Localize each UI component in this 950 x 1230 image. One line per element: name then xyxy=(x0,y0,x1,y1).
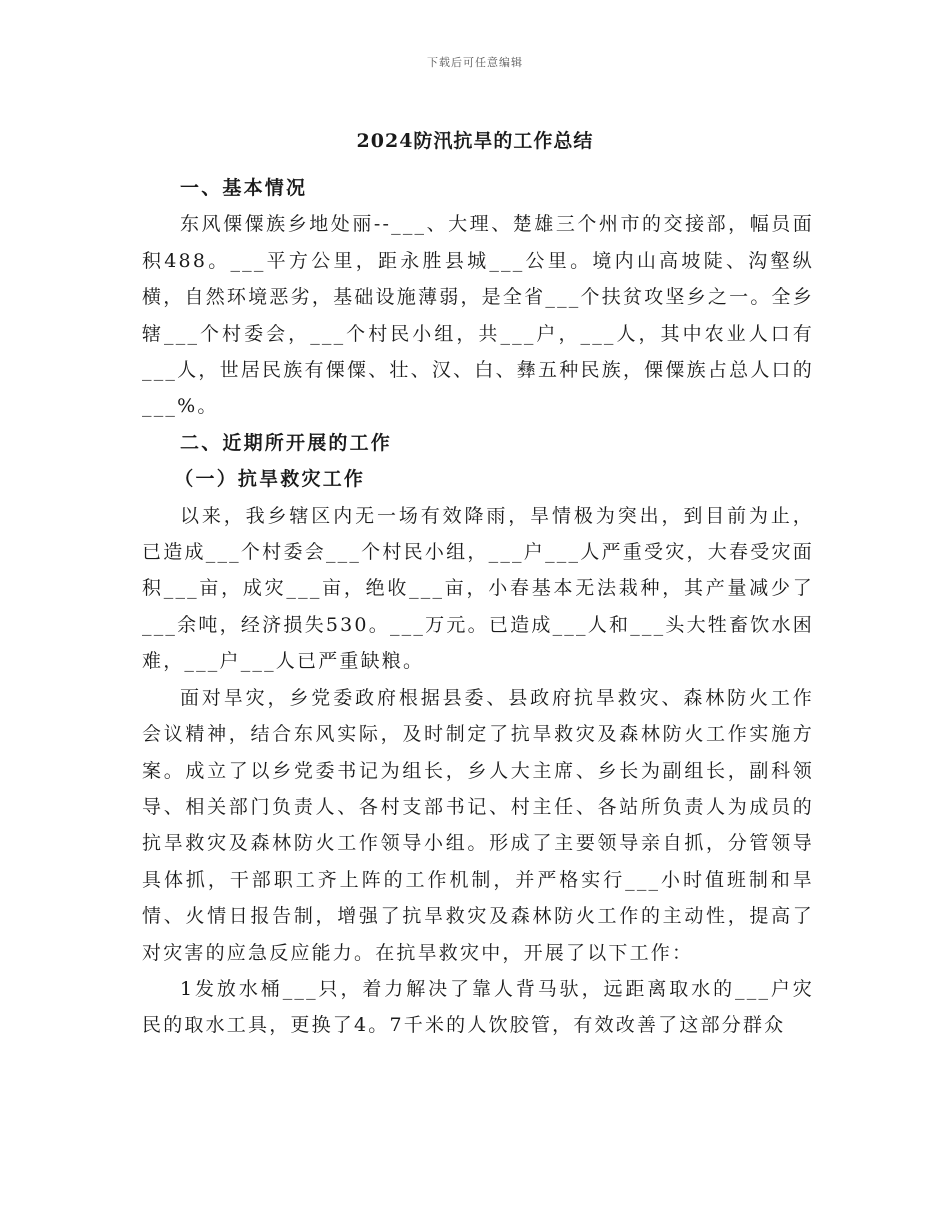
document-title: 2024防汛抗旱的工作总结 xyxy=(356,130,594,152)
header-note: 下载后可任意编辑 xyxy=(427,56,523,69)
paragraph-drought-situation: 以来，我乡辖区内无一场有效降雨，旱情极为突出，到目前为止，已造成___个村委会___个村民小组，___户___人严重受灾，大春受灾面积___亩，成灾___亩，绝收___亩，小春基本无法栽种，其产量减少了___余吨，经济损失530。___万元。已造成___人和___头大牲畜饮水困难，___户___人已严重缺粮。 xyxy=(142,504,814,673)
section-heading-recent-work: 二、近期所开展的工作 xyxy=(180,431,393,454)
paragraph-response-measures: 面对旱灾，乡党委政府根据县委、县政府抗旱救灾、森林防火工作会议精神，结合东风实际，及时制定了抗旱救灾及森林防火工作实施方案。成立了以乡党委书记为组长，乡人大主席、乡长为副组长，副科领导、相关部门负责人、各村支部书记、村主任、各站所负责人为成员的抗旱救灾及森林防火工作领导小组。形成了主要领导亲自抓，分管领导具体抓，干部职工齐上阵的工作机制，并严格实行___小时值班制和旱情、火情日报告制，增强了抗旱救灾及森林防火工作的主动性，提高了对灾害的应急反应能力。在抗旱救灾中，开展了以下工作： xyxy=(142,686,814,964)
subsection-heading-drought-relief: （一）抗旱救灾工作 xyxy=(174,468,366,491)
document-body xyxy=(142,170,814,1044)
paragraph-basic-situation: 东风傈僳族乡地处丽--___、大理、楚雄三个州市的交接部，幅员面积488。___平方公里，距永胜县城___公里。境内山高坡陡、沟壑纵横，自然环境恶劣，基础设施薄弱，是全省___个扶贫攻坚乡之一。全乡辖___个村委会，___个村民小组，共___户，___人，其中农业人口有___人，世居民族有傈僳、壮、汉、白、彝五种民族，傈僳族占总人口的___%。 xyxy=(142,213,814,418)
section-heading-basic-situation: 一、基本情况 xyxy=(180,177,308,199)
paragraph-water-buckets: 1发放水桶___只，着力解决了靠人背马驮，远距离取水的___户灾民的取水工具，更换了4。7千米的人饮胶管，有效改善了这部分群众 xyxy=(142,977,814,1037)
